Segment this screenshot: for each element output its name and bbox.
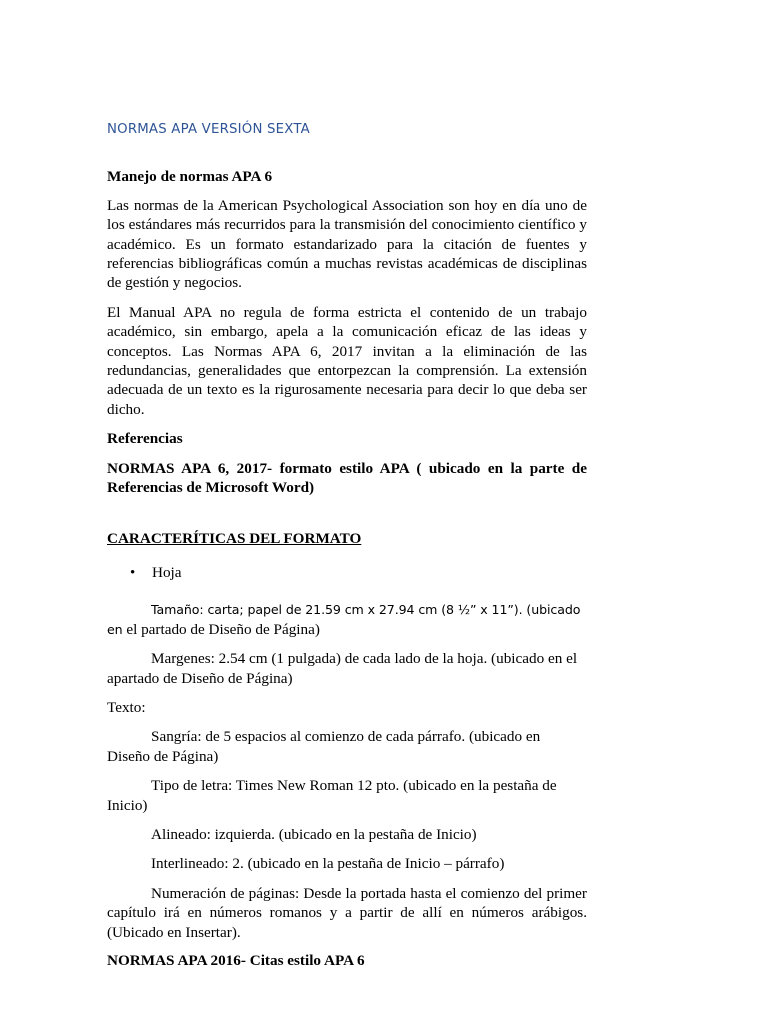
text-label: Texto: (107, 698, 146, 716)
size-line-part2: el partado de Diseño de Página) (126, 620, 320, 638)
margins-line: Margenes: 2.54 cm (1 pulgada) de cada lado de la hoja. (ubicado en el apartado de Diseño de Página) (107, 650, 578, 687)
references-line: NORMAS APA 6, 2017- formato estilo APA ( ubicado en la parte de Referencias de Microsoft Word) (107, 459, 587, 497)
size-line (107, 600, 587, 639)
bullet-icon: • (130, 564, 136, 581)
font-line: Tipo de letra: Times New Roman 12 pto. (ubicado en la pestaña de Inicio) (107, 777, 557, 814)
section-title-caracteristicas: CARACTERÍTICAS DEL FORMATO (107, 529, 362, 547)
bullet-item-hoja (130, 563, 587, 583)
heading-manejo-normas: Manejo de normas APA 6 (107, 168, 273, 186)
heading-citas: NORMAS APA 2016- Citas estilo APA 6 (107, 952, 365, 969)
document-body (107, 120, 587, 970)
heading-referencias: Referencias (107, 430, 183, 448)
spacing-line: Interlineado: 2. (ubicado en la pestaña de Inicio – párrafo) (151, 855, 505, 873)
size-line-part1: Tamaño: carta; papel de 21.59 cm x 27.94 cm (8 ½” x 11”). (ubicado en (107, 602, 581, 637)
sangria-line: Sangría: de 5 espacios al comienzo de cada párrafo. (ubicado en Diseño de Página) (107, 728, 541, 765)
numbering-line: Numeración de páginas: Desde la portada hasta el comienzo del primer capítulo irá en números romanos y a partir de allí en números arábigos. (Ubicado en Insertar). (107, 884, 587, 941)
align-line: Alineado: izquierda. (ubicado en la pestaña de Inicio) (151, 825, 477, 843)
document-title: NORMAS APA VERSIÓN SEXTA (107, 122, 310, 137)
paragraph-intro: Las normas de la American Psychological Association son hoy en día uno de los estándares más recurridos para la transmisión del conocimiento científico y académico. Es un formato estandarizado para la citación de fuentes y referencias bibliográficas común a muchas revistas académicas de disciplinas de gestión y negocios. (107, 196, 587, 292)
bullet-label: Hoja (152, 563, 182, 581)
paragraph-manual: El Manual APA no regula de forma estricta el contenido de un trabajo académico, sin embargo, apela a la comunicación eficaz de las ideas y conceptos. Las Normas APA 6, 2017 invitan a la eliminación de las redundancias, generalidades que entorpezcan la comprensión. La extensión adecuada de un texto es la rigurosamente necesaria para decir lo que deba ser dicho. (107, 303, 587, 418)
